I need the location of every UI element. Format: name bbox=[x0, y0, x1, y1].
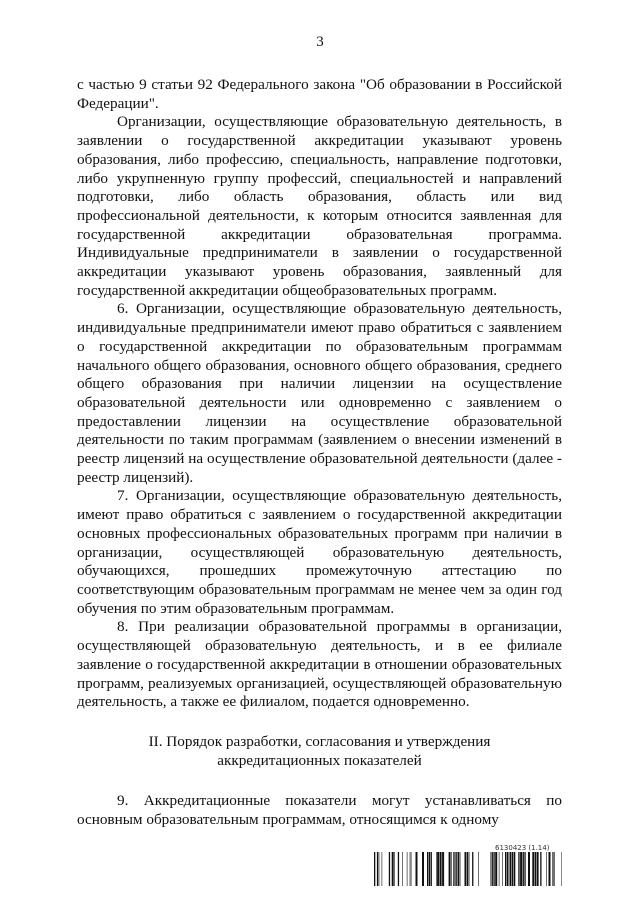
paragraph-continuation: с частью 9 статьи 92 Федерального закона "Об образовании в Российской Федерации". bbox=[77, 76, 562, 112]
page-number: 3 bbox=[316, 34, 324, 50]
paragraph-6: 6. Организации, осуществляющие образовательную деятельность, индивидуальные предприниматели имеют право обратиться с заявлением о государственной аккредитации по образовательным программам начального общего образования, основного общего образования, среднего общего образования при наличии лицензии на осуществление образовательной деятельности или одновременно с заявлением о предоставлении лицензии на осуществление образовательной деятельности по таким программам (заявлением о внесении изменений в реестр лицензий на осуществление образовательной деятельности (далее - реестр лицензий). bbox=[77, 300, 562, 486]
barcode-icon bbox=[374, 852, 562, 886]
paragraph-7: 7. Организации, осуществляющие образовательную деятельность, имеют право обратиться с заявлением о государственной аккредитации основных профессиональных образовательных программ при наличии в организации, осуществляющей образовательную деятельность, обучающихся, прошедших промежуточную аттестацию по соответствующим образовательным программам не менее чем за один год обучения по этим образовательным программам. bbox=[77, 487, 562, 617]
paragraph-9: 9. Аккредитационные показатели могут устанавливаться по основным образовательным программам, относящимся к одному bbox=[77, 791, 562, 828]
section-heading bbox=[77, 732, 562, 770]
document-body bbox=[77, 76, 562, 829]
section-heading-line1: II. Порядок разработки, согласования и утверждения bbox=[148, 732, 491, 750]
section-heading-line2: аккредитационных показателей bbox=[217, 751, 422, 769]
paragraph-applicants: Организации, осуществляющие образовательную деятельность, в заявлении о государственной аккредитации указывают уровень образования, либо профессию, специальность, направление подготовки, либо укрупненную группу профессий, специальностей и направлений подготовки, либо область образования, область или вид профессиональной деятельности, к которым относится заявленная для государственной аккредитации образовательная программа. Индивидуальные предприниматели в заявлении о государственной аккредитации указывают уровень образования, заявленный для государственной аккредитации общеобразовательных программ. bbox=[77, 113, 562, 299]
paragraph-8: 8. При реализации образовательной программы в организации, осуществляющей образовательную деятельность, и в ее филиале заявление о государственной аккредитации в отношении образовательных программ, реализуемых организацией, осуществляющей образовательную деятельность, а также ее филиалом, подается одновременно. bbox=[77, 618, 562, 711]
footer-code: 6130423 (1.14) bbox=[495, 844, 550, 852]
